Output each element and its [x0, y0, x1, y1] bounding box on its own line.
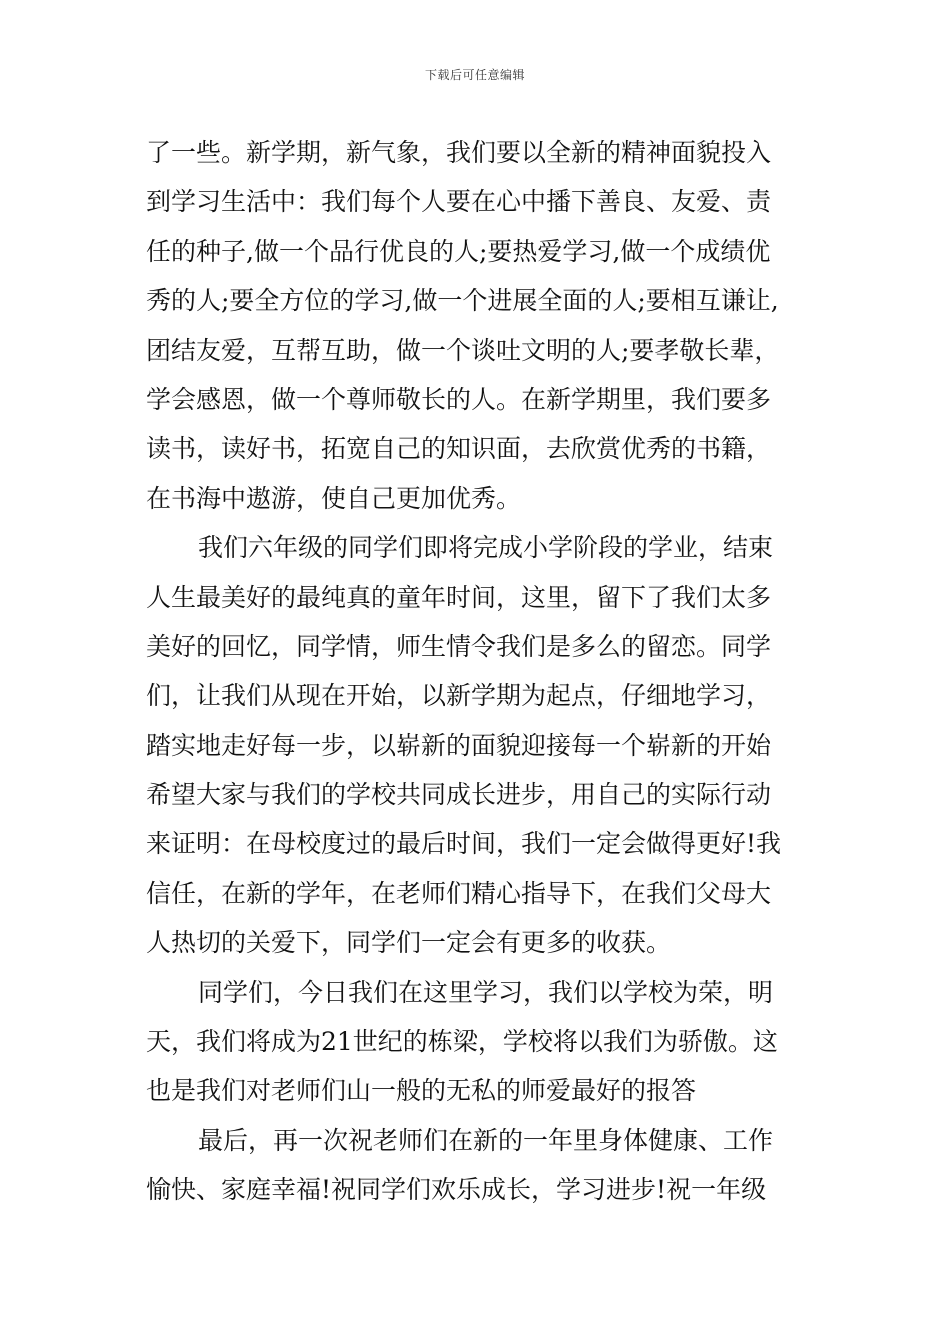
paragraph-start-line: 我们六年级的同学们即将完成小学阶段的学业，结束: [198, 533, 774, 563]
text-line: 们，让我们从现在开始，以新学期为起点，仔细地学习，: [146, 681, 772, 711]
text-line: 了一些。新学期，新气象，我们要以全新的精神面貌投入: [146, 138, 772, 167]
text-line: 任的种子,做一个品行优良的人;要热爱学习,做一个成绩优: [146, 236, 771, 266]
text-line: 也是我们对老师们山一般的无私的师爱最好的报答: [146, 1076, 697, 1106]
document-body: [146, 128, 816, 1215]
text-line: 到学习生活中：我们每个人要在心中播下善良、友爱、责: [146, 187, 772, 217]
text-line: 学会感恩，做一个尊师敬长的人。在新学期里，我们要多: [146, 384, 772, 414]
text-line: 团结友爱，互帮互助，做一个谈吐文明的人;要孝敬长辈，: [146, 335, 780, 365]
text-line: 人生最美好的最纯真的童年时间，这里，留下了我们太多: [146, 582, 772, 612]
paragraph-start-line: 最后，再一次祝老师们在新的一年里身体健康、工作: [198, 1125, 774, 1155]
text-line: 秀的人;要全方位的学习,做一个进展全面的人;要相互谦让,: [146, 286, 779, 316]
text-line: 在书海中遨游，使自己更加优秀。: [146, 483, 522, 513]
text-line: 读书，读好书，拓宽自己的知识面，去欣赏优秀的书籍，: [146, 434, 772, 464]
text-line: 希望大家与我们的学校共同成长进步，用自己的实际行动: [146, 780, 772, 810]
text-line: 美好的回忆，同学情，师生情令我们是多么的留恋。同学: [146, 631, 772, 661]
page-header: 下载后可任意编辑: [424, 68, 525, 82]
text-line: 人热切的关爱下，同学们一定会有更多的收获。: [146, 928, 672, 958]
text-line: 来证明：在母校度过的最后时间，我们一定会做得更好!我: [146, 829, 782, 859]
text-line: 天，我们将成为21世纪的栋梁，学校将以我们为骄傲。这: [146, 1027, 778, 1057]
text-line: 踏实地走好每一步，以崭新的面貌迎接每一个崭新的开始: [146, 730, 772, 760]
text-line: 信任，在新的学年，在老师们精心指导下，在我们父母大: [146, 878, 772, 908]
paragraph-start-line: 同学们，今日我们在这里学习，我们以学校为荣，明: [198, 977, 774, 1007]
text-line: 愉快、家庭幸福!祝同学们欢乐成长，学习进步!祝一年级: [146, 1175, 767, 1205]
